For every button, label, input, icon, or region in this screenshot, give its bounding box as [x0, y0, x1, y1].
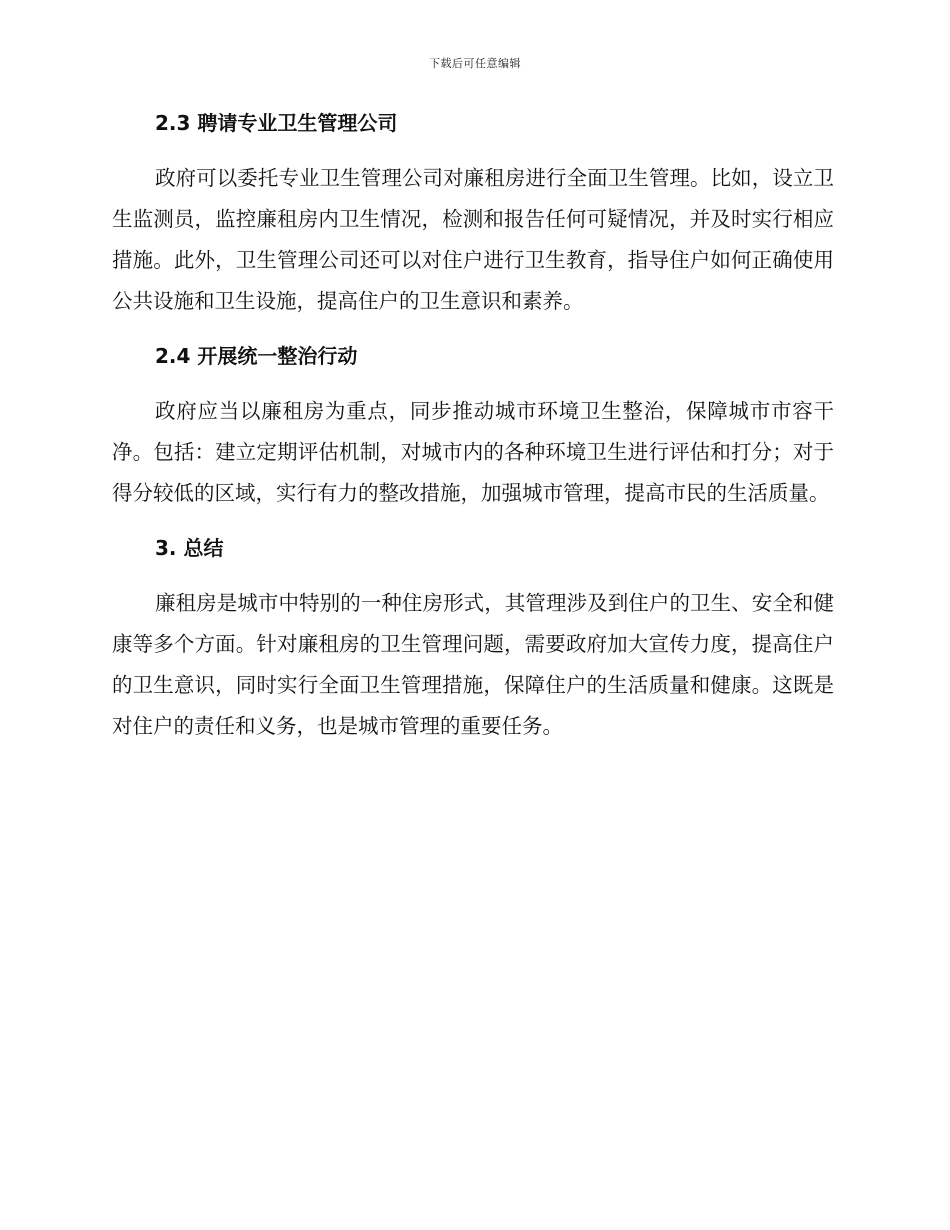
- page-header: 下载后可任意编辑: [429, 57, 521, 70]
- section-paragraph: 政府可以委托专业卫生管理公司对廉租房进行全面卫生管理。比如，设立卫生监测员，监控廉租房内卫生情况，检测和报告任何可疑情况，并及时实行相应措施。此外，卫生管理公司还可以对住户进行卫生教育，指导住户如何正确使用公共设施和卫生设施，提高住户的卫生意识和素养。: [112, 166, 834, 313]
- section-heading: 3. 总结: [155, 536, 224, 560]
- section-paragraph: 廉租房是城市中特别的一种住房形式，其管理涉及到住户的卫生、安全和健康等多个方面。针对廉租房的卫生管理问题，需要政府加大宣传力度，提高住户的卫生意识，同时实行全面卫生管理措施，保障住户的生活质量和健康。这既是对住户的责任和义务，也是城市管理的重要任务。: [112, 591, 834, 738]
- section-paragraph: 政府应当以廉租房为重点，同步推动城市环境卫生整治，保障城市市容干净。包括：建立定期评估机制，对城市内的各种环境卫生进行评估和打分；对于得分较低的区域，实行有力的整改措施，加强城市管理，提高市民的生活质量。: [112, 399, 834, 505]
- section-heading: 2.4 开展统一整治行动: [155, 344, 358, 368]
- section-3-summary: [112, 533, 834, 747]
- document-body: [112, 108, 834, 766]
- section-2-3: [112, 108, 834, 322]
- section-2-4: [112, 341, 834, 514]
- section-heading: 2.3 聘请专业卫生管理公司: [155, 111, 398, 135]
